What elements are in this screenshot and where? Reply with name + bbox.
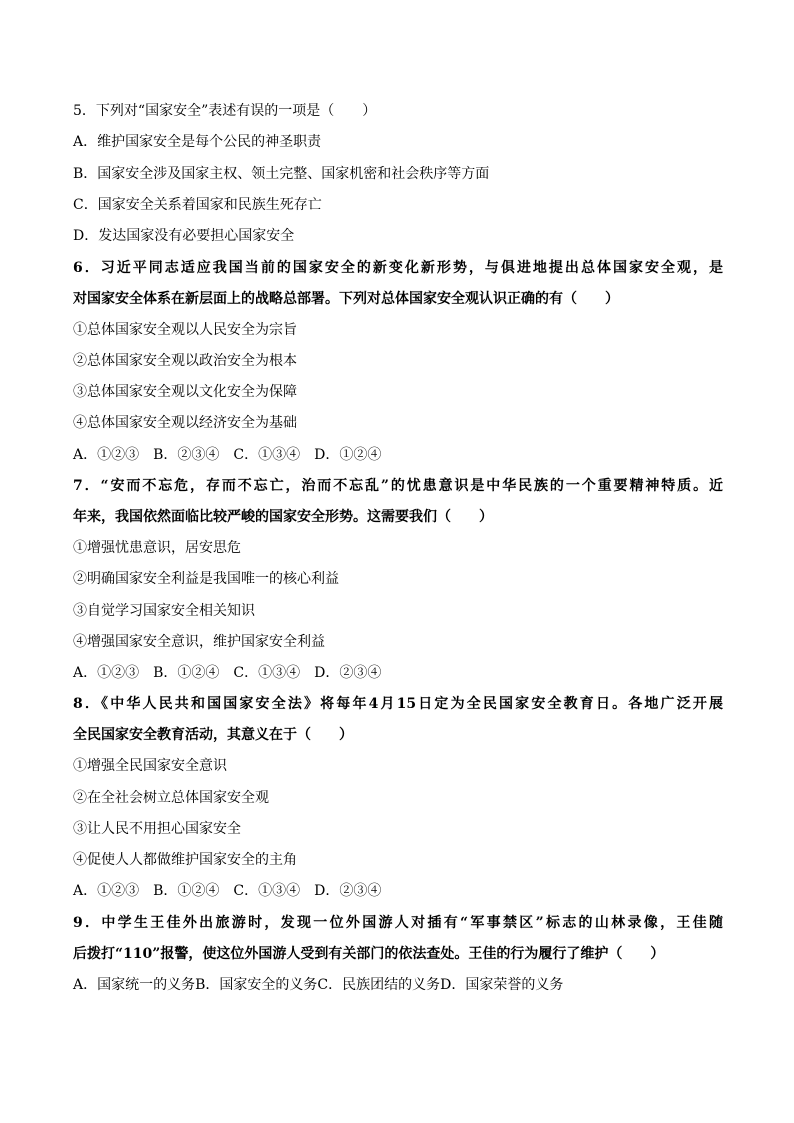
question-9-stem-line-2: 后拨打“110”报警，使这位外国游人受到有关部门的依法查处。王佳的行为履行了维护（ ） [73, 946, 665, 962]
question-8-choices: A．①②③ B．①②④ C．①③④ D．②③④ [73, 883, 382, 899]
question-6-choices: A．①②③ B．②③④ C．①③④ D．①②④ [73, 447, 382, 463]
question-6-stem-line-2: 对国家安全体系在新层面上的战略总部署。下列对总体国家安全观认识正确的有（ ） [73, 291, 619, 307]
question-8-statement-3: ③让人民不用担心国家安全 [73, 821, 241, 837]
question-5-option-a: A．维护国家安全是每个公民的神圣职责 [73, 134, 322, 150]
question-5-stem: 5．下列对“国家安全”表述有误的一项是（ ） [73, 103, 377, 119]
question-8-statement-2: ②在全社会树立总体国家安全观 [73, 790, 269, 806]
question-7-choices: A．①②③ B．①②④ C．①③④ D．②③④ [73, 665, 382, 681]
question-7-statement-3: ③自觉学习国家安全相关知识 [73, 603, 255, 619]
question-7-statement-2: ②明确国家安全利益是我国唯一的核心利益 [73, 571, 339, 587]
question-6-statement-2: ②总体国家安全观以政治安全为根本 [73, 353, 297, 369]
question-7-statement-1: ①增强忧患意识，居安思危 [73, 540, 241, 556]
question-7-stem-line-2: 年来，我国依然面临比较严峻的国家安全形势。这需要我们（ ） [73, 509, 493, 525]
question-7-statement-4: ④增强国家安全意识，维护国家安全利益 [73, 634, 325, 650]
question-5-option-d: D．发达国家没有必要担心国家安全 [73, 228, 295, 244]
question-9-choices: A．国家统一的义务B．国家安全的义务C．民族团结的义务D．国家荣誉的义务 [73, 977, 564, 993]
question-8-statement-1: ①增强全民国家安全意识 [73, 758, 227, 774]
question-5-option-b: B．国家安全涉及国家主权、领土完整、国家机密和社会秩序等方面 [73, 166, 490, 182]
question-6-statement-3: ③总体国家安全观以文化安全为保障 [73, 384, 297, 400]
question-8-statement-4: ④促使人人都做维护国家安全的主角 [73, 852, 297, 868]
question-8-stem-line-1: 8．《中华人民共和国国家安全法》将每年4月15日定为全民国家安全教育日。各地广泛开展 [73, 696, 723, 712]
question-9-stem-line-1: 9．中学生王佳外出旅游时，发现一位外国游人对插有“军事禁区”标志的山林录像，王佳随 [73, 915, 723, 931]
question-5-option-c: C．国家安全关系着国家和民族生死存亡 [73, 197, 322, 213]
question-6-statement-4: ④总体国家安全观以经济安全为基础 [73, 415, 297, 431]
question-7-stem-line-1: 7．“安而不忘危，存而不忘亡，治而不忘乱”的忧患意识是中华民族的一个重要精神特质。近 [73, 478, 723, 494]
question-6-stem-line-1: 6．习近平同志适应我国当前的国家安全的新变化新形势，与俱进地提出总体国家安全观，是 [73, 260, 723, 276]
question-8-stem-line-2: 全民国家安全教育活动，其意义在于（ ） [73, 727, 353, 743]
question-6-statement-1: ①总体国家安全观以人民安全为宗旨 [73, 322, 297, 338]
